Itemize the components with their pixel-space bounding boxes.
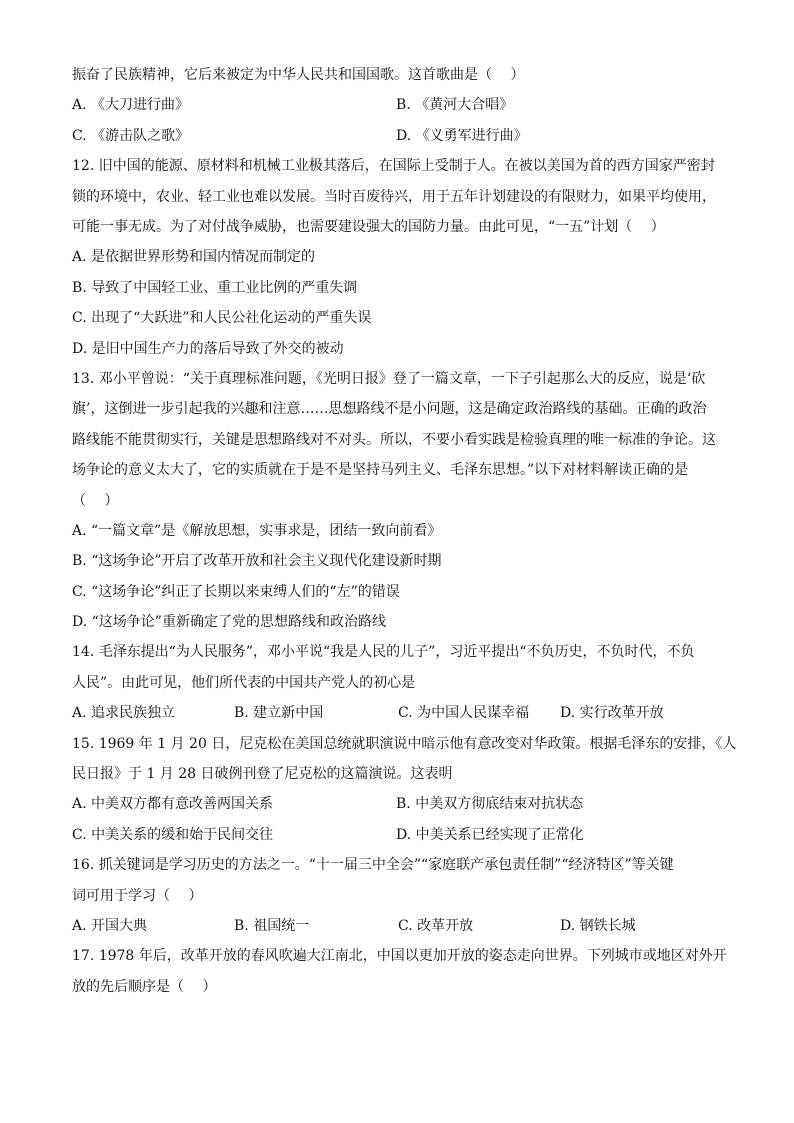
option-c[interactable]: C. 《游击队之歌》 — [72, 127, 190, 144]
option-c[interactable]: C. 中美关系的缓和始于民间交往 — [72, 826, 274, 843]
question-15-options — [72, 789, 722, 850]
question-12-stem-line: 12. 旧中国的能源、原材料和机械工业极其落后，在国际上受制于人。在被以美国为首的西方国家严密封 — [72, 158, 715, 175]
option-c[interactable]: C. 改革开放 — [398, 918, 474, 935]
question-12-stem-line: 可能一事无成。为了对付战争威胁，也需要建设强大的国防力量。由此可见，“一五”计划（ ） — [72, 218, 665, 235]
option-a[interactable]: A. 追求民族独立 — [72, 705, 176, 722]
option-b[interactable]: B. 《黄河大合唱》 — [396, 97, 514, 114]
option-b[interactable]: B. 祖国统一 — [234, 918, 310, 935]
question-16-options — [72, 911, 722, 941]
option-d[interactable]: D. 实行改革开放 — [560, 705, 664, 722]
question-15-stem-line: 民日报》于 1 月 28 日破例刊登了尼克松的这篇演说。这表明 — [72, 766, 453, 783]
option-b[interactable]: B. 建立新中国 — [234, 705, 324, 722]
question-11-stem-line: 振奋了民族精神，它后来被定为中华人民共和国国歌。这首歌曲是（ ） — [72, 67, 525, 83]
question-17-stem-line: 放的先后顺序是（ ） — [72, 978, 217, 995]
question-14 — [72, 637, 722, 728]
question-11 — [72, 60, 722, 151]
option-a[interactable]: A. “一篇文章”是《解放思想，实事求是，团结一致向前看》 — [72, 522, 442, 539]
option-a[interactable]: A. 中美双方都有意改善两国关系 — [72, 796, 274, 813]
question-17-stem-line: 17. 1978 年后，改革开放的春风吹遍大江南北，中国以更加开放的姿态走向世界。下列城市或地区对外开 — [72, 948, 727, 965]
question-16 — [72, 850, 722, 941]
question-13-stem-line: 路线能不能贯彻实行，关键是思想路线对不对头。所以，不要小看实践是检验真理的唯一标准的争论。这 — [72, 431, 716, 448]
option-d[interactable]: D. “这场争论”重新确定了党的思想路线和政治路线 — [72, 614, 386, 631]
question-16-stem-line: 16. 抓关键词是学习历史的方法之一。“十一届三中全会”“家庭联产承包责任制”“经济特区”等关键 — [72, 857, 674, 874]
question-14-stem-line: 14. 毛泽东提出“为人民服务”，邓小平说“我是人民的儿子”，习近平提出“不负历史，不负时代，不负 — [72, 644, 695, 661]
question-14-options — [72, 698, 722, 728]
question-15-stem-line: 15. 1969 年 1 月 20 日，尼克松在美国总统就职演说中暗示他有意改变对华政策。根据毛泽东的安排，《人 — [72, 735, 737, 752]
option-b[interactable]: B. 中美双方彻底结束对抗状态 — [396, 796, 584, 813]
option-a[interactable]: A. 《大刀进行曲》 — [72, 97, 190, 114]
option-d[interactable]: D. 中美关系已经实现了正常化 — [396, 826, 584, 843]
question-13-stem-line: 13. 邓小平曾说：“关于真理标准问题，《光明日报》登了一篇文章，一下子引起那么大的反应，说是‘砍 — [72, 370, 706, 387]
question-11-options — [72, 90, 722, 151]
option-a[interactable]: A. 开国大典 — [72, 918, 148, 935]
question-14-stem-line: 人民”。由此可见，他们所代表的中国共产党人的初心是 — [72, 674, 416, 691]
option-b[interactable]: B. 导致了中国轻工业、重工业比例的严重失调 — [72, 279, 358, 296]
exam-page — [72, 60, 737, 1002]
option-c[interactable]: C. 为中国人民谋幸福 — [398, 705, 530, 722]
question-13-stem-line: 旗’，这倒进一步引起我的兴趣和注意……思想路线不是小问题，这是确定政治路线的基础。正确的政治 — [72, 401, 707, 418]
option-d[interactable]: D. 《义勇军进行曲》 — [396, 127, 528, 144]
option-c[interactable]: C. “这场争论”纠正了长期以来束缚人们的“左”的错误 — [72, 583, 400, 600]
question-15 — [72, 729, 737, 851]
option-a[interactable]: A. 是依据世界形势和国内情况而制定的 — [72, 249, 316, 266]
question-16-stem-line: 词可用于学习（ ） — [72, 887, 203, 904]
question-17 — [72, 941, 727, 1002]
question-13-stem-line: （ ） — [72, 492, 119, 509]
option-c[interactable]: C. 出现了“大跃进”和人民公社化运动的严重失误 — [72, 310, 372, 327]
question-13-stem-line: 场争论的意义太大了，它的实质就在于是不是坚持马列主义、毛泽东思想。”以下对材料解读正确的是 — [72, 462, 689, 479]
option-d[interactable]: D. 钢铁长城 — [560, 918, 636, 935]
question-13 — [72, 364, 722, 638]
question-12-stem-line: 锁的环境中，农业、轻工业也难以发展。当时百废待兴，用于五年计划建设的有限财力，如果平均使用， — [72, 188, 716, 205]
question-12 — [72, 151, 722, 364]
option-b[interactable]: B. “这场争论”开启了改革开放和社会主义现代化建设新时期 — [72, 553, 442, 570]
option-d[interactable]: D. 是旧中国生产力的落后导致了外交的被动 — [72, 340, 344, 357]
